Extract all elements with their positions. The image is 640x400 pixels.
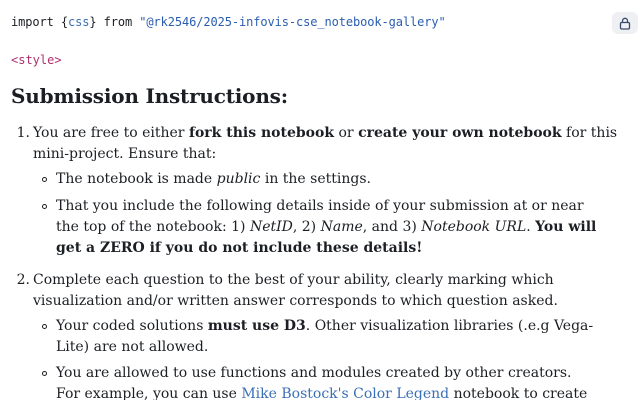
item1-sub2-line3 <box>56 238 422 259</box>
item1-line1 <box>33 123 617 144</box>
italic-text: public <box>216 171 261 187</box>
item1-line2: mini-project. Ensure that: <box>33 146 217 162</box>
text: The notebook is made <box>56 171 217 187</box>
brace-close: } <box>89 15 97 29</box>
lock-button[interactable] <box>612 12 638 34</box>
bullet-icon <box>42 204 47 209</box>
bold-text: must use D3 <box>207 318 306 334</box>
italic-text: Name <box>320 219 363 235</box>
bullet-icon <box>42 324 47 329</box>
code-import-line <box>11 15 446 29</box>
lock-icon <box>619 17 631 30</box>
text: notebook to create <box>449 386 588 400</box>
item1-sub2-line1: That you include the following details inside of your submission at or near <box>56 198 584 214</box>
text: , and 3) <box>362 219 422 235</box>
keyword-import: import <box>11 15 54 29</box>
text: , 2) <box>292 219 321 235</box>
text: . <box>526 219 536 235</box>
import-identifier: css <box>68 15 90 29</box>
bold-text: create your own notebook <box>358 125 562 141</box>
item2-sub2-line1: You are allowed to use functions and modules created by other creators. <box>56 365 572 381</box>
italic-text: Notebook URL <box>421 219 527 235</box>
item2-sub2-line2 <box>56 384 587 400</box>
item2-sub1-line1 <box>56 316 593 337</box>
text: the top of the notebook: 1) <box>56 219 250 235</box>
color-legend-link[interactable]: Mike Bostock's Color Legend <box>241 386 450 400</box>
list-number-2: 2. <box>16 272 30 288</box>
module-string: "@rk2546/2025-infovis-cse_notebook-gallery" <box>139 15 446 29</box>
style-tag: <style> <box>11 53 62 67</box>
italic-text: NetID <box>249 219 293 235</box>
brace-open: { <box>60 15 68 29</box>
bullet-icon <box>42 371 47 376</box>
item1-sub2-line2 <box>56 217 596 238</box>
list-number-1: 1. <box>16 125 30 141</box>
text: Your coded solutions <box>56 318 208 334</box>
text: For example, you can use <box>56 386 242 400</box>
text: for this <box>561 125 618 141</box>
text: in the settings. <box>260 171 371 187</box>
text: You are free to either <box>33 125 189 141</box>
bold-text: get a ZERO if you do not include these details! <box>56 240 423 256</box>
item1-sub1 <box>56 169 371 190</box>
bullet-icon <box>42 177 47 182</box>
text: or <box>334 125 359 141</box>
item2-line1: Complete each question to the best of your ability, clearly marking which <box>33 272 554 288</box>
keyword-from: from <box>103 15 133 29</box>
text: . Other visualization libraries (.e.g Vega- <box>305 318 594 334</box>
bold-text: fork this notebook <box>188 125 335 141</box>
item2-line2: visualization and/or written answer corresponds to which question asked. <box>33 293 558 309</box>
page-heading: Submission Instructions: <box>11 84 288 108</box>
item2-sub1-line2: Lite) are not allowed. <box>56 339 209 355</box>
bold-text: You will <box>535 219 597 235</box>
